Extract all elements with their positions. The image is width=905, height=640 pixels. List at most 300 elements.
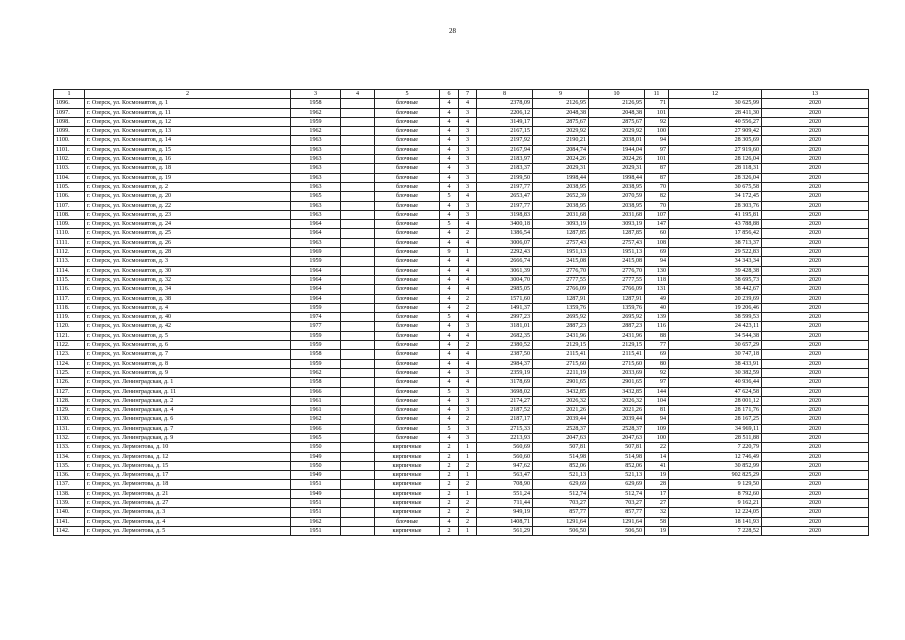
cell-year: 2020 [762, 424, 869, 433]
table-row [54, 117, 869, 126]
cell-wall-material: блочные [375, 145, 440, 154]
cell-residents: 58 [645, 517, 669, 526]
cell-total-area: 560,69 [477, 443, 533, 452]
table-row [54, 173, 869, 182]
cell-residents: 97 [645, 378, 669, 387]
cell-col-4 [341, 127, 375, 136]
cell-year-built: 1963 [291, 136, 341, 145]
cell-cost: 20 239,69 [669, 294, 762, 303]
cell-col-4 [341, 257, 375, 266]
cell-floors: 4 [440, 378, 459, 387]
cell-year: 2020 [762, 220, 869, 229]
cell-row-number: 1140. [54, 508, 85, 517]
cell-address: г. Озерск, ул. Космонавтов, д. 20 [85, 192, 291, 201]
cell-address: г. Озерск, ул. Космонавтов, д. 5 [85, 331, 291, 340]
cell-entrances: 1 [459, 452, 477, 461]
column-header-12: 12 [669, 90, 762, 99]
table-row [54, 266, 869, 275]
cell-year: 2020 [762, 99, 869, 108]
cell-year-built: 1974 [291, 313, 341, 322]
table-row [54, 517, 869, 526]
cell-address: г. Озерск, ул. Лермонтова, д. 5 [85, 526, 291, 535]
cell-year-built: 1958 [291, 99, 341, 108]
cell-living-area: 1287,91 [533, 294, 589, 303]
cell-entrances: 2 [459, 499, 477, 508]
cell-cost: 24 423,11 [669, 322, 762, 331]
cell-address: г. Озерск, ул. Космонавтов, д. 6 [85, 341, 291, 350]
cell-residents: 94 [645, 257, 669, 266]
cell-entrances: 2 [459, 480, 477, 489]
cell-wall-material: блочные [375, 220, 440, 229]
cell-year: 2020 [762, 229, 869, 238]
cell-residential-area: 521,13 [589, 471, 645, 480]
cell-cost: 41 195,81 [669, 210, 762, 219]
cell-entrances: 3 [459, 136, 477, 145]
cell-total-area: 563,47 [477, 471, 533, 480]
cell-residents: 27 [645, 499, 669, 508]
cell-residential-area: 2415,08 [589, 257, 645, 266]
cell-wall-material: блочные [375, 415, 440, 424]
cell-residential-area: 2715,60 [589, 359, 645, 368]
cell-entrances: 4 [459, 266, 477, 275]
cell-residential-area: 2038,95 [589, 201, 645, 210]
cell-year: 2020 [762, 136, 869, 145]
cell-floors: 9 [440, 248, 459, 257]
cell-residential-area: 506,50 [589, 526, 645, 535]
cell-residents: 40 [645, 303, 669, 312]
cell-residential-area: 2024,26 [589, 155, 645, 164]
cell-total-area: 947,62 [477, 461, 533, 470]
table-row [54, 480, 869, 489]
cell-floors: 4 [440, 173, 459, 182]
cell-cost: 28 126,04 [669, 155, 762, 164]
housing-register-table [53, 89, 869, 536]
cell-wall-material: блочные [375, 201, 440, 210]
cell-entrances: 1 [459, 248, 477, 257]
cell-entrances: 3 [459, 182, 477, 191]
cell-residents: 17 [645, 489, 669, 498]
cell-col-4 [341, 424, 375, 433]
cell-year-built: 1965 [291, 433, 341, 442]
cell-col-4 [341, 452, 375, 461]
cell-year-built: 1964 [291, 220, 341, 229]
cell-col-4 [341, 145, 375, 154]
cell-residents: 101 [645, 155, 669, 164]
cell-row-number: 1125. [54, 368, 85, 377]
cell-entrances: 4 [459, 220, 477, 229]
cell-living-area: 2026,32 [533, 396, 589, 405]
cell-wall-material: блочные [375, 229, 440, 238]
cell-wall-material: кирпичные [375, 508, 440, 517]
cell-col-4 [341, 136, 375, 145]
cell-entrances: 2 [459, 303, 477, 312]
cell-entrances: 3 [459, 322, 477, 331]
cell-living-area: 1951,13 [533, 248, 589, 257]
cell-cost: 28 305,69 [669, 136, 762, 145]
cell-cost: 39 428,38 [669, 266, 762, 275]
cell-cost: 47 624,58 [669, 387, 762, 396]
cell-residents: 28 [645, 480, 669, 489]
cell-residential-area: 2033,69 [589, 368, 645, 377]
cell-row-number: 1101. [54, 145, 85, 154]
cell-total-area: 2378,09 [477, 99, 533, 108]
cell-entrances: 2 [459, 461, 477, 470]
cell-cost: 30 382,59 [669, 368, 762, 377]
cell-floors: 4 [440, 275, 459, 284]
cell-living-area: 514,98 [533, 452, 589, 461]
cell-floors: 5 [440, 192, 459, 201]
cell-total-area: 3061,39 [477, 266, 533, 275]
cell-wall-material: блочные [375, 433, 440, 442]
cell-total-area: 2984,37 [477, 359, 533, 368]
cell-row-number: 1116. [54, 285, 85, 294]
cell-cost: 28 326,04 [669, 173, 762, 182]
cell-row-number: 1097. [54, 108, 85, 117]
cell-floors: 4 [440, 517, 459, 526]
cell-year: 2020 [762, 368, 869, 377]
cell-living-area: 2901,65 [533, 378, 589, 387]
cell-residential-area: 2038,01 [589, 136, 645, 145]
cell-address: г. Озерск, ул. Космонавтов, д. 12 [85, 117, 291, 126]
cell-total-area: 3004,70 [477, 275, 533, 284]
cell-cost: 30 747,18 [669, 350, 762, 359]
table-row [54, 248, 869, 257]
cell-residential-area: 3432,85 [589, 387, 645, 396]
cell-address: г. Озерск, ул. Космонавтов, д. 3 [85, 257, 291, 266]
cell-living-area: 2715,60 [533, 359, 589, 368]
cell-residents: 14 [645, 452, 669, 461]
cell-residents: 147 [645, 220, 669, 229]
cell-wall-material: блочные [375, 322, 440, 331]
cell-total-area: 1408,71 [477, 517, 533, 526]
cell-entrances: 3 [459, 201, 477, 210]
cell-address: г. Озерск, ул. Лермонтова, д. 4 [85, 517, 291, 526]
cell-entrances: 2 [459, 294, 477, 303]
cell-living-area: 3432,85 [533, 387, 589, 396]
cell-year: 2020 [762, 480, 869, 489]
cell-cost: 30 625,99 [669, 99, 762, 108]
cell-col-4 [341, 220, 375, 229]
column-header-1: 1 [54, 90, 85, 99]
cell-year: 2020 [762, 127, 869, 136]
cell-year: 2020 [762, 415, 869, 424]
cell-entrances: 3 [459, 145, 477, 154]
cell-total-area: 2174,27 [477, 396, 533, 405]
cell-wall-material: блочные [375, 127, 440, 136]
cell-residents: 87 [645, 164, 669, 173]
cell-address: г. Озерск, ул. Лермонтова, д. 18 [85, 480, 291, 489]
cell-year-built: 1966 [291, 387, 341, 396]
cell-living-area: 2021,26 [533, 406, 589, 415]
cell-living-area: 2038,95 [533, 201, 589, 210]
cell-entrances: 3 [459, 424, 477, 433]
cell-year: 2020 [762, 331, 869, 340]
table-row [54, 461, 869, 470]
cell-living-area: 2048,38 [533, 108, 589, 117]
cell-address: г. Озерск, ул. Ленинградская, д. 11 [85, 387, 291, 396]
cell-entrances: 4 [459, 331, 477, 340]
cell-year-built: 1969 [291, 248, 341, 257]
cell-wall-material: кирпичные [375, 526, 440, 535]
cell-address: г. Озерск, ул. Космонавтов, д. 40 [85, 313, 291, 322]
cell-cost: 28 303,76 [669, 201, 762, 210]
cell-entrances: 3 [459, 173, 477, 182]
cell-wall-material: блочные [375, 248, 440, 257]
table-row [54, 471, 869, 480]
table-row [54, 424, 869, 433]
cell-entrances: 2 [459, 508, 477, 517]
cell-year: 2020 [762, 294, 869, 303]
cell-living-area: 3093,19 [533, 220, 589, 229]
cell-address: г. Озерск, ул. Космонавтов, д. 32 [85, 275, 291, 284]
cell-total-area: 2213,93 [477, 433, 533, 442]
cell-year-built: 1962 [291, 368, 341, 377]
cell-living-area: 2029,92 [533, 127, 589, 136]
cell-cost: 38 713,37 [669, 238, 762, 247]
cell-cost: 12 746,49 [669, 452, 762, 461]
cell-living-area: 2024,26 [533, 155, 589, 164]
cell-living-area: 2776,70 [533, 266, 589, 275]
cell-row-number: 1128. [54, 396, 85, 405]
cell-row-number: 1127. [54, 387, 85, 396]
cell-floors: 2 [440, 508, 459, 517]
cell-entrances: 3 [459, 127, 477, 136]
cell-total-area: 561,29 [477, 526, 533, 535]
cell-year-built: 1963 [291, 145, 341, 154]
table-row [54, 99, 869, 108]
cell-year: 2020 [762, 452, 869, 461]
cell-year-built: 1951 [291, 480, 341, 489]
cell-year-built: 1962 [291, 127, 341, 136]
cell-total-area: 3400,18 [477, 220, 533, 229]
cell-floors: 4 [440, 182, 459, 191]
cell-address: г. Озерск, ул. Лермонтова, д. 21 [85, 489, 291, 498]
cell-col-4 [341, 164, 375, 173]
cell-residential-area: 507,81 [589, 443, 645, 452]
cell-residential-area: 2115,41 [589, 350, 645, 359]
cell-cost: 40 936,44 [669, 378, 762, 387]
cell-floors: 4 [440, 415, 459, 424]
cell-year-built: 1958 [291, 378, 341, 387]
cell-wall-material: блочные [375, 331, 440, 340]
cell-floors: 5 [440, 424, 459, 433]
cell-total-area: 551,24 [477, 489, 533, 498]
cell-address: г. Озерск, ул. Ленинградская, д. 1 [85, 378, 291, 387]
cell-row-number: 1134. [54, 452, 85, 461]
cell-residential-area: 1287,85 [589, 229, 645, 238]
cell-residential-area: 703,27 [589, 499, 645, 508]
cell-col-4 [341, 266, 375, 275]
cell-address: г. Озерск, ул. Космонавтов, д. 16 [85, 155, 291, 164]
cell-year-built: 1963 [291, 155, 341, 164]
cell-floors: 4 [440, 201, 459, 210]
cell-floors: 2 [440, 452, 459, 461]
table-row [54, 452, 869, 461]
cell-address: г. Озерск, ул. Лермонтова, д. 10 [85, 443, 291, 452]
cell-residents: 94 [645, 136, 669, 145]
cell-living-area: 703,27 [533, 499, 589, 508]
cell-row-number: 1123. [54, 350, 85, 359]
cell-year-built: 1949 [291, 452, 341, 461]
cell-total-area: 2197,77 [477, 201, 533, 210]
cell-year-built: 1951 [291, 526, 341, 535]
cell-floors: 4 [440, 396, 459, 405]
cell-residential-area: 2777,55 [589, 275, 645, 284]
cell-address: г. Озерск, ул. Космонавтов, д. 11 [85, 108, 291, 117]
cell-cost: 29 522,83 [669, 248, 762, 257]
cell-residents: 60 [645, 229, 669, 238]
cell-year: 2020 [762, 508, 869, 517]
cell-wall-material: блочные [375, 303, 440, 312]
cell-floors: 4 [440, 266, 459, 275]
cell-total-area: 708,90 [477, 480, 533, 489]
cell-living-area: 507,81 [533, 443, 589, 452]
table-row [54, 220, 869, 229]
cell-floors: 4 [440, 406, 459, 415]
cell-cost: 902 825,29 [669, 471, 762, 480]
cell-year: 2020 [762, 396, 869, 405]
cell-total-area: 2997,23 [477, 313, 533, 322]
cell-row-number: 1130. [54, 415, 85, 424]
cell-year-built: 1963 [291, 201, 341, 210]
cell-row-number: 1102. [54, 155, 85, 164]
cell-year: 2020 [762, 387, 869, 396]
cell-col-4 [341, 359, 375, 368]
cell-col-4 [341, 313, 375, 322]
cell-year-built: 1977 [291, 322, 341, 331]
cell-living-area: 2652,39 [533, 192, 589, 201]
cell-address: г. Озерск, ул. Лермонтова, д. 3 [85, 508, 291, 517]
cell-col-4 [341, 480, 375, 489]
cell-year: 2020 [762, 378, 869, 387]
cell-year-built: 1964 [291, 294, 341, 303]
cell-address: г. Озерск, ул. Космонавтов, д. 30 [85, 266, 291, 275]
cell-year: 2020 [762, 257, 869, 266]
cell-entrances: 3 [459, 210, 477, 219]
cell-residents: 71 [645, 99, 669, 108]
cell-year: 2020 [762, 155, 869, 164]
cell-wall-material: блочные [375, 406, 440, 415]
cell-year: 2020 [762, 173, 869, 182]
table-row [54, 275, 869, 284]
table-row [54, 508, 869, 517]
cell-living-area: 2415,08 [533, 257, 589, 266]
cell-living-area: 852,06 [533, 461, 589, 470]
cell-row-number: 1103. [54, 164, 85, 173]
cell-residents: 69 [645, 350, 669, 359]
cell-entrances: 4 [459, 275, 477, 284]
cell-col-4 [341, 461, 375, 470]
cell-residential-area: 2757,43 [589, 238, 645, 247]
cell-year-built: 1963 [291, 164, 341, 173]
cell-entrances: 2 [459, 517, 477, 526]
cell-total-area: 2187,17 [477, 415, 533, 424]
cell-year: 2020 [762, 164, 869, 173]
table-body [54, 99, 869, 536]
cell-residents: 80 [645, 359, 669, 368]
cell-cost: 38 433,91 [669, 359, 762, 368]
cell-row-number: 1119. [54, 313, 85, 322]
cell-wall-material: блочные [375, 173, 440, 182]
cell-cost: 28 118,31 [669, 164, 762, 173]
cell-residents: 82 [645, 192, 669, 201]
cell-wall-material: блочные [375, 517, 440, 526]
cell-address: г. Озерск, ул. Космонавтов, д. 14 [85, 136, 291, 145]
cell-residential-area: 1951,13 [589, 248, 645, 257]
cell-wall-material: блочные [375, 238, 440, 247]
cell-residential-area: 1944,04 [589, 145, 645, 154]
cell-total-area: 2380,52 [477, 341, 533, 350]
cell-cost: 43 788,88 [669, 220, 762, 229]
cell-cost: 38 442,67 [669, 285, 762, 294]
cell-total-area: 1386,54 [477, 229, 533, 238]
cell-row-number: 1142. [54, 526, 85, 535]
table-row [54, 303, 869, 312]
cell-year-built: 1964 [291, 266, 341, 275]
cell-residents: 97 [645, 145, 669, 154]
cell-total-area: 2167,15 [477, 127, 533, 136]
cell-col-4 [341, 294, 375, 303]
cell-floors: 4 [440, 341, 459, 350]
cell-residents: 41 [645, 461, 669, 470]
cell-year-built: 1962 [291, 108, 341, 117]
cell-residential-area: 512,74 [589, 489, 645, 498]
cell-wall-material: блочные [375, 257, 440, 266]
cell-year-built: 1965 [291, 192, 341, 201]
cell-year: 2020 [762, 341, 869, 350]
cell-year: 2020 [762, 359, 869, 368]
cell-col-4 [341, 499, 375, 508]
cell-row-number: 1096. [54, 99, 85, 108]
cell-year-built: 1949 [291, 471, 341, 480]
cell-year: 2020 [762, 489, 869, 498]
cell-total-area: 2197,77 [477, 182, 533, 191]
cell-year-built: 1964 [291, 229, 341, 238]
cell-col-4 [341, 508, 375, 517]
cell-address: г. Озерск, ул. Космонавтов, д. 24 [85, 220, 291, 229]
cell-living-area: 1287,85 [533, 229, 589, 238]
cell-total-area: 3149,17 [477, 117, 533, 126]
cell-row-number: 1107. [54, 201, 85, 210]
cell-wall-material: блочные [375, 387, 440, 396]
cell-residential-area: 1287,91 [589, 294, 645, 303]
cell-residents: 81 [645, 406, 669, 415]
cell-living-area: 2887,23 [533, 322, 589, 331]
cell-row-number: 1099. [54, 127, 85, 136]
cell-row-number: 1104. [54, 173, 85, 182]
cell-row-number: 1105. [54, 182, 85, 191]
cell-floors: 4 [440, 322, 459, 331]
header-row [54, 90, 869, 99]
cell-living-area: 2126,95 [533, 99, 589, 108]
cell-residential-area: 1359,76 [589, 303, 645, 312]
cell-year: 2020 [762, 192, 869, 201]
cell-address: г. Озерск, ул. Космонавтов, д. 2 [85, 182, 291, 191]
cell-residential-area: 2048,38 [589, 108, 645, 117]
cell-total-area: 3006,07 [477, 238, 533, 247]
cell-floors: 5 [440, 313, 459, 322]
cell-cost: 38 695,73 [669, 275, 762, 284]
cell-entrances: 4 [459, 350, 477, 359]
cell-residents: 130 [645, 266, 669, 275]
cell-address: г. Озерск, ул. Лермонтова, д. 17 [85, 471, 291, 480]
cell-year: 2020 [762, 275, 869, 284]
cell-living-area: 506,50 [533, 526, 589, 535]
cell-residents: 19 [645, 526, 669, 535]
cell-year-built: 1959 [291, 303, 341, 312]
cell-year: 2020 [762, 238, 869, 247]
table-row [54, 387, 869, 396]
